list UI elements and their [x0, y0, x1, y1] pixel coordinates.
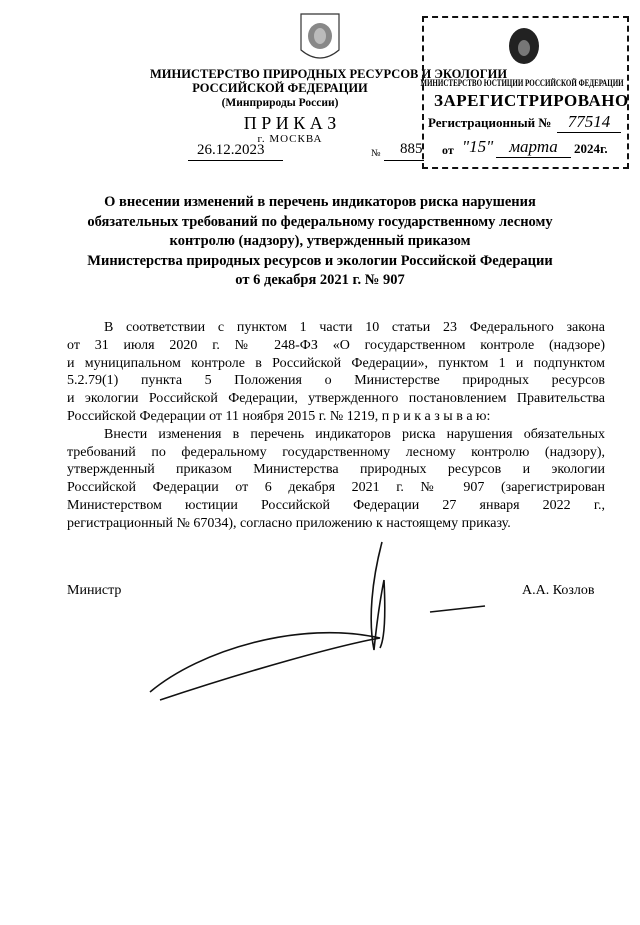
- document-title: [60, 193, 580, 291]
- handwritten-signature: [140, 540, 490, 710]
- stamp-date-month: марта: [496, 137, 571, 158]
- registration-stamp: [422, 16, 629, 169]
- ministry-short-name: (Минприроды России): [221, 97, 339, 109]
- city: г. МОСКВА: [257, 133, 323, 145]
- stamp-date-year: 2024г.: [574, 141, 608, 156]
- body-line: Российской Федерации от 6 декабря 2021 г. № 907 (зарегистрирован: [67, 480, 605, 496]
- order-number: 885: [400, 141, 423, 157]
- order-date: 26.12.2023: [197, 142, 265, 158]
- coat-of-arms-emblem: [298, 12, 342, 66]
- body-line: утвержденный приказом Министерства природных ресурсов и экологии: [67, 462, 605, 478]
- ministry-name-line1: МИНИСТЕРСТВО ПРИРОДНЫХ РЕСУРСОВ И ЭКОЛОГИИ: [150, 67, 508, 81]
- date-underline: [188, 160, 283, 161]
- signatory-position: Министр: [67, 583, 122, 598]
- document-type: П Р И К А З: [243, 113, 337, 133]
- stamp-authority: МИНИСТЕРСТВО ЮСТИЦИИ РОССИЙСКОЙ ФЕДЕРАЦИИ: [420, 78, 624, 88]
- number-label: №: [371, 148, 381, 159]
- body-line: и муниципальном контроле в Российской Федерации», пунктом 1 и подпунктом: [67, 355, 605, 371]
- title-line: от 6 декабря 2021 г. № 907: [235, 272, 405, 288]
- body-line: 5.2.79(1) пункта 5 Положения о Министерстве природных ресурсов: [67, 373, 605, 389]
- body-line: и экологии Российской Федерации, утвержденного постановлением Правительства: [67, 391, 605, 407]
- signatory-name: А.А. Козлов: [522, 583, 595, 598]
- stamp-reg-label: Регистрационный №: [428, 115, 552, 130]
- ministry-name-line2: РОССИЙСКОЙ ФЕДЕРАЦИИ: [192, 81, 368, 95]
- body-line: Внести изменения в перечень индикаторов риска нарушения обязательных: [104, 426, 605, 442]
- body-line: В соответствии с пунктом 1 части 10 статьи 23 Федерального закона: [104, 320, 605, 335]
- body-line: требований по федеральному государственному лесному контролю (надзору),: [67, 444, 605, 460]
- body-line: Российской Федерации от 11 ноября 2015 г. № 1219, п р и к а з ы в а ю:: [67, 408, 491, 424]
- title-line: О внесении изменений в перечень индикаторов риска нарушения: [104, 194, 536, 210]
- stamp-date-prefix: от: [442, 143, 454, 157]
- body-line: от 31 июля 2020 г. № 248-ФЗ «О государственном контроле (надзоре): [67, 337, 605, 353]
- title-line: контролю (надзору), утвержденный приказом: [169, 233, 471, 249]
- number-underline: [384, 160, 424, 161]
- title-line: обязательных требований по федеральному государственному лесному: [87, 213, 553, 230]
- body-line: регистрационный № 67034), согласно приложению к настоящему приказу.: [67, 515, 511, 531]
- stamp-status: ЗАРЕГИСТРИРОВАНО: [434, 91, 629, 110]
- stamp-date-day: "15": [462, 137, 494, 156]
- stamp-emblem-icon: [504, 24, 544, 68]
- stamp-reg-number: 77514: [557, 112, 621, 133]
- title-line: Министерства природных ресурсов и экологии Российской Федерации: [87, 252, 553, 269]
- document-body: [67, 319, 605, 533]
- body-line: Министерством юстиции Российской Федерации 27 января 2022 г.,: [67, 497, 605, 513]
